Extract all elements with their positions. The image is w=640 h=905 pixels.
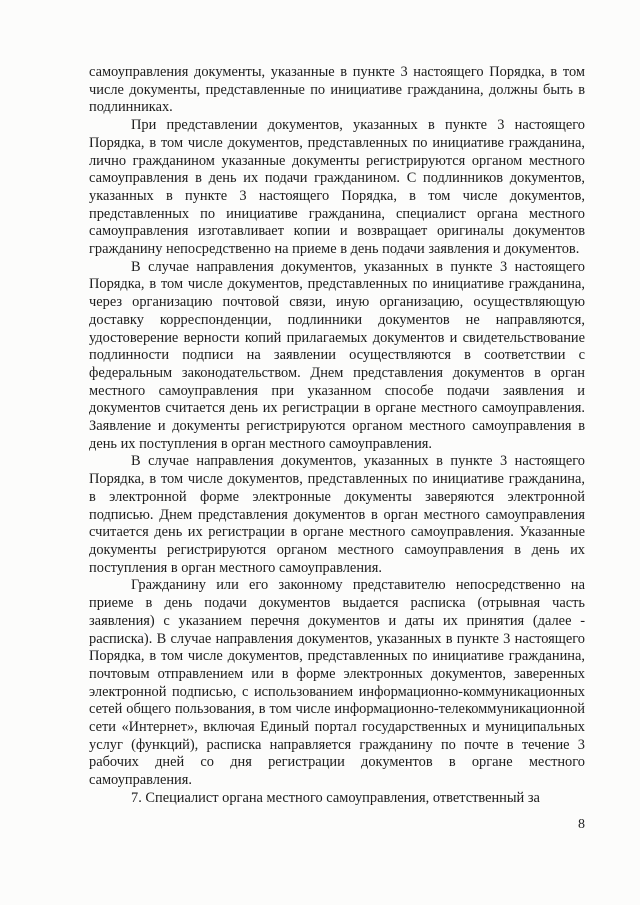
paragraph-electronic-submission: В случае направления документов, указанных в пункте 3 настоящего Порядка, в том числе документов, представленных по инициативе гражданина, в электронной форме электронные документы заверяются электронной подписью. Днем представления документов в орган местного самоуправления считается день их регистрации в органе местного самоуправления. Указанные документы регистрируются органом местного самоуправления в день их поступления в орган местного самоуправления. <box>89 453 585 576</box>
page-number: 8 <box>578 817 585 832</box>
paragraph-receipt: Гражданину или его законному представителю непосредственно на приеме в день подачи документов выдается расписка (отрывная часть заявления) с указанием перечня документов и даты их принятия (далее - расписка). В случае направления документов, указанных в пункте 3 настоящего Порядка, в том числе документов, представленных по инициативе гражданина, почтовым отправлением или в форме электронных документов, заверенных электронной подписью, с использованием информационно-коммуникационных сетей общего пользования, в том числе информационно-телекоммуникационной сети «Интернет», включая Единый портал государственных и муниципальных услуг (функций), расписка направляется гражданину по почте в течение 3 рабочих дней со дня регистрации документов в органе местного самоуправления. <box>89 577 585 789</box>
paragraph-personal-submission: При представлении документов, указанных в пункте 3 настоящего Порядка, в том числе документов, представленных по инициативе гражданина, лично гражданином указанные документы регистрируются органом местного самоуправления в день их подачи гражданином. С подлинников документов, указанных в пункте 3 настоящего Порядка, в том числе документов, представленных по инициативе гражданина, специалист органа местного самоуправления изготавливает копии и возвращает оригиналы документов гражданину непосредственно на приеме в день подачи заявления и документов. <box>89 117 585 258</box>
paragraph-postal-submission: В случае направления документов, указанных в пункте 3 настоящего Порядка, в том числе документов, представленных по инициативе гражданина, через организацию почтовой связи, иную организацию, осуществляющую доставку корреспонденции, подлинники документов не направляются, удостоверение верности копий прилагаемых документов и свидетельствование подлинности подписи на заявлении осуществляются в соответствии с федеральным законодательством. Днем представления документов в орган местного самоуправления при указанном способе подачи заявления и документов считается день их регистрации в органе местного самоуправления. Заявление и документы регистрируются органом местного самоуправления в день их поступления в орган местного самоуправления. <box>89 258 585 452</box>
paragraph-clause-7: 7. Специалист органа местного самоуправления, ответственный за <box>131 789 540 806</box>
paragraph-continuation: самоуправления документы, указанные в пункте 3 настоящего Порядка, в том числе документы, представленные по инициативе гражданина, должны быть в подлинниках. <box>89 64 585 116</box>
body-text <box>89 64 585 808</box>
